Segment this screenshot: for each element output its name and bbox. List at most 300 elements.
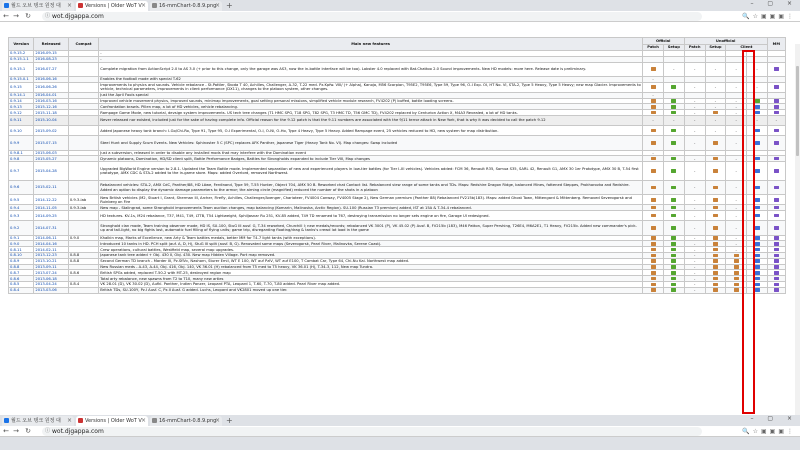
download-icon[interactable]	[713, 283, 718, 287]
favicon-icon	[152, 3, 157, 8]
release-date[interactable]: 2016-08-23	[34, 56, 68, 62]
download-icon[interactable]	[774, 288, 779, 292]
window-controls[interactable]: – ▢ ×	[750, 0, 798, 7]
release-date[interactable]: 2014-07-31	[34, 221, 68, 235]
download-icon[interactable]	[774, 105, 779, 109]
version-link[interactable]: 0.8.6	[9, 276, 34, 282]
version-link[interactable]: 0.8.10	[9, 253, 34, 259]
unofficial-patch-cell: -	[684, 136, 705, 150]
download-icon[interactable]	[713, 288, 718, 292]
download-icon[interactable]	[713, 186, 718, 190]
browser-tab-2[interactable]	[76, 1, 148, 11]
download-icon[interactable]	[774, 206, 779, 210]
client-download-alt-cell[interactable]	[747, 180, 767, 194]
download-icon[interactable]	[651, 111, 656, 115]
release-date[interactable]: 2015-12-16	[34, 104, 68, 110]
download-icon[interactable]	[774, 271, 779, 275]
mm-chart-cell[interactable]	[767, 221, 785, 235]
tab-title: 16-mmChart-0.8.9.png	[159, 418, 217, 424]
download-icon[interactable]	[755, 254, 760, 258]
unofficial-setup-cell[interactable]	[705, 211, 725, 221]
header-official-patch[interactable]: Patch	[642, 44, 663, 51]
feature-description: British TDs, SU-100Y, Pz.I Ausf. C, Pz.II Ausf. G added. Luchs, Leopard and VK2801 moved up one tier.	[99, 287, 643, 293]
version-link[interactable]: 0.9.11	[9, 116, 34, 126]
download-icon[interactable]	[713, 206, 718, 210]
official-patch-cell[interactable]	[642, 82, 663, 92]
close-icon[interactable]: ×	[214, 417, 220, 424]
download-icon[interactable]	[713, 277, 718, 281]
download-icon[interactable]	[651, 99, 656, 103]
client-download-alt-cell[interactable]	[747, 211, 767, 221]
feature-description: Never released nor existed, included just for the sake of having complete info. Official reason for the 9.12 patch is that the 9.11 numbers are associated with the 9/11 terror attack in New York, that is why it was decided to call the patch 9.12	[99, 116, 643, 126]
compat-version: 0.8.6	[68, 270, 98, 276]
release-date[interactable]: 2016-06-26	[34, 82, 68, 92]
download-icon[interactable]	[734, 259, 739, 263]
version-link[interactable]: 0.9.6	[9, 180, 34, 194]
client-download-cell: -	[726, 116, 747, 126]
official-setup-cell[interactable]	[664, 221, 684, 235]
download-icon[interactable]	[755, 105, 760, 109]
browser-tab-3[interactable]	[150, 416, 222, 426]
download-icon[interactable]	[671, 105, 676, 109]
feature-description: New map - Stalingrad, some Stronghold improvements Team auction changes, map balancing (Komarin, Malinovka, Arctic Region). SU-100 (Russian T3 premium) added, IST at 15A & T-34-4 rebalanced.	[99, 205, 643, 211]
version-link[interactable]: 0.8.11	[9, 247, 34, 253]
toolbar-icons[interactable]: 🔍☆▣▣▣⋮	[742, 13, 796, 20]
download-icon[interactable]	[755, 288, 760, 292]
download-icon[interactable]	[651, 271, 656, 275]
client-download-alt-cell[interactable]	[747, 195, 767, 205]
download-icon[interactable]	[755, 99, 760, 103]
mm-chart-cell[interactable]	[767, 62, 785, 76]
window-controls[interactable]: – ▢ ×	[750, 415, 798, 422]
browser-tab-1[interactable]	[2, 1, 74, 11]
compat-version	[68, 82, 98, 92]
download-icon[interactable]	[774, 157, 779, 161]
release-date[interactable]: 2015-06-03	[34, 150, 68, 156]
download-icon[interactable]	[713, 198, 718, 202]
client-download-alt-cell[interactable]	[747, 287, 767, 293]
download-icon[interactable]	[651, 67, 656, 71]
unofficial-patch-cell: -	[684, 110, 705, 116]
unofficial-setup-cell[interactable]	[705, 180, 725, 194]
version-link[interactable]: 0.9.12	[9, 110, 34, 116]
download-icon[interactable]	[755, 226, 760, 230]
download-icon[interactable]	[713, 111, 718, 115]
version-link[interactable]: 0.8.7	[9, 270, 34, 276]
release-date[interactable]: 2015-10-04	[34, 116, 68, 126]
download-icon[interactable]	[651, 141, 656, 145]
download-icon[interactable]	[755, 248, 760, 252]
download-icon[interactable]	[671, 186, 676, 190]
download-icon[interactable]	[651, 265, 656, 269]
compat-version	[68, 221, 98, 235]
download-icon[interactable]	[651, 288, 656, 292]
version-link[interactable]: 0.9.4	[9, 205, 34, 211]
download-icon[interactable]	[713, 236, 718, 240]
header-compat[interactable]: Compat	[68, 38, 98, 51]
browser-tab-1[interactable]	[2, 416, 74, 426]
reload-button[interactable]: ↻	[25, 427, 31, 435]
download-icon[interactable]	[755, 186, 760, 190]
release-date[interactable]: 2013-04-24	[34, 282, 68, 288]
release-date[interactable]: 2015-05-27	[34, 156, 68, 162]
release-date[interactable]: 2015-02-11	[34, 180, 68, 194]
feature-description: Complete migration from ActionScript 2.0 to AS 3.0 (+ prior to this change, only the garage was AS3, now the in-battle interface will be too). Lobster 4.0 replaced with Bat.Chattoo 2.0 Sound improvements. New HD models: more here. Release date is preliminary.	[99, 62, 643, 76]
download-icon[interactable]	[671, 226, 676, 230]
download-icon[interactable]	[671, 259, 676, 263]
back-button[interactable]: ←	[3, 427, 9, 435]
download-icon[interactable]	[774, 169, 779, 173]
table-row	[9, 195, 786, 205]
release-date[interactable]: 2015-04-28	[34, 162, 68, 181]
version-link[interactable]: 0.9.0	[9, 241, 34, 247]
browser-tab-2[interactable]	[76, 416, 148, 426]
download-icon[interactable]	[713, 226, 718, 230]
download-icon[interactable]	[755, 236, 760, 240]
official-setup-cell[interactable]	[664, 211, 684, 221]
release-date[interactable]: 2013-03-06	[34, 287, 68, 293]
version-link[interactable]: 0.9.10	[9, 126, 34, 136]
download-icon[interactable]	[734, 277, 739, 281]
version-link[interactable]: 0.9.13	[9, 104, 34, 110]
download-icon[interactable]	[713, 259, 718, 263]
feature-description: Steel Hunt and Supply Scum Events. New Vehicles: Sphinxster 5 C (SPC) replaces AFK Panther, Japanese Tiger (Heavy Tank No. VI). Map changes: Swap included	[99, 136, 643, 150]
client-download-alt-cell[interactable]	[747, 162, 767, 181]
official-setup-cell[interactable]	[664, 82, 684, 92]
download-icon[interactable]	[651, 129, 656, 133]
download-icon[interactable]	[651, 85, 656, 89]
release-date[interactable]: 2014-02-11	[34, 247, 68, 253]
download-icon[interactable]	[671, 141, 676, 145]
header-unofficial-patch[interactable]: Patch	[684, 44, 705, 51]
download-icon[interactable]	[671, 85, 676, 89]
download-icon[interactable]	[671, 248, 676, 252]
version-link[interactable]: 0.9.1	[9, 235, 34, 241]
download-icon[interactable]	[774, 67, 779, 71]
table-row	[9, 136, 786, 150]
compat-version: 0.9.0	[68, 235, 98, 241]
download-icon[interactable]	[734, 265, 739, 269]
mm-chart-cell[interactable]	[767, 82, 785, 92]
header-official-setup[interactable]: Setup	[664, 44, 684, 51]
feature-description: Crew operations, cultural battles, Westfield map, several map upgrades.	[99, 247, 643, 253]
download-icon[interactable]	[671, 236, 676, 240]
info-icon[interactable]: ⓘ	[45, 13, 51, 19]
client-download-alt-cell[interactable]	[747, 136, 767, 150]
version-link[interactable]: 0.9.15.1	[9, 62, 34, 76]
release-date[interactable]: 2016-06-16	[34, 76, 68, 82]
version-link[interactable]: 0.9.2	[9, 221, 34, 235]
download-icon[interactable]	[774, 283, 779, 287]
feature-description: -	[99, 51, 643, 57]
address-bar[interactable]	[42, 427, 702, 436]
official-patch-cell[interactable]	[642, 180, 663, 194]
release-date[interactable]: 2013-09-11	[34, 264, 68, 270]
official-patch-cell[interactable]	[642, 221, 663, 235]
feature-description: Stronghold clan mode, Team training observer mode, HD IS, SU-100, StuG III ausf. G, T-34 reworked, Churchill I; new medals/records; rebalanced VK 3001 (P), VK 45.02 (P) Ausf. B, FV215b (183), M46 Patton, Super Pershing, T26E4, M6A2E1, T1 Heavy, FV215b. Added new commander's pick-up and tail-light, no big fights lost, automatic fuel filling of flying units; game trip, disregarding floating/drag & tanks's crewd lot load in the game	[99, 221, 643, 235]
download-icon[interactable]	[651, 277, 656, 281]
official-patch-cell[interactable]	[642, 211, 663, 221]
mm-chart-cell[interactable]	[767, 211, 785, 221]
download-icon[interactable]	[774, 85, 779, 89]
version-link[interactable]: 0.9.8	[9, 156, 34, 162]
download-icon[interactable]	[713, 248, 718, 252]
download-icon[interactable]	[755, 157, 760, 161]
download-icon[interactable]	[651, 198, 656, 202]
official-setup-cell[interactable]	[664, 180, 684, 194]
close-icon[interactable]: ×	[140, 417, 146, 424]
version-link[interactable]: 0.8.8	[9, 264, 34, 270]
unofficial-patch-cell: -	[684, 276, 705, 282]
download-icon[interactable]	[774, 99, 779, 103]
download-icon[interactable]	[755, 214, 760, 218]
download-icon[interactable]	[651, 242, 656, 246]
release-date[interactable]: 2014-11-05	[34, 205, 68, 211]
download-icon[interactable]	[651, 259, 656, 263]
download-icon[interactable]	[713, 242, 718, 246]
download-icon[interactable]	[713, 169, 718, 173]
download-icon[interactable]	[734, 254, 739, 258]
download-icon[interactable]	[671, 157, 676, 161]
toolbar-icons[interactable]: 🔍☆▣▣▣⋮	[742, 428, 796, 435]
official-setup-cell[interactable]	[664, 126, 684, 136]
version-link[interactable]: 0.9.9	[9, 136, 34, 150]
download-icon[interactable]	[755, 242, 760, 246]
download-icon[interactable]	[774, 236, 779, 240]
download-icon[interactable]	[651, 186, 656, 190]
download-icon[interactable]	[671, 242, 676, 246]
download-icon[interactable]	[755, 198, 760, 202]
download-icon[interactable]	[671, 288, 676, 292]
download-icon[interactable]	[651, 283, 656, 287]
client-download-cell: -	[726, 82, 747, 92]
page-scrollbar[interactable]	[795, 44, 800, 415]
client-download-cell: -	[726, 180, 747, 194]
forward-button[interactable]: →	[13, 427, 19, 435]
official-patch-cell[interactable]	[642, 162, 663, 181]
feature-description: Khalkin map, Marks of Excellence, new Arty & Team battles medals, better MM for T4-7 light tanks (with exceptions).	[99, 235, 643, 241]
version-link[interactable]: 0.8.4	[9, 287, 34, 293]
download-icon[interactable]	[651, 248, 656, 252]
release-date[interactable]: 2015-07-15	[34, 136, 68, 150]
unofficial-setup-cell[interactable]	[705, 162, 725, 181]
download-icon[interactable]	[774, 129, 779, 133]
download-icon[interactable]	[755, 265, 760, 269]
download-icon[interactable]	[651, 236, 656, 240]
close-icon[interactable]: ×	[140, 2, 146, 9]
download-icon[interactable]	[671, 198, 676, 202]
release-date[interactable]: 2015-09-02	[34, 126, 68, 136]
browser-tab-3[interactable]	[150, 1, 222, 11]
download-icon[interactable]	[671, 99, 676, 103]
official-setup-cell[interactable]	[664, 136, 684, 150]
download-icon[interactable]	[671, 169, 676, 173]
download-icon[interactable]	[774, 226, 779, 230]
release-date[interactable]: 2016-03-16	[34, 98, 68, 104]
download-icon[interactable]	[651, 254, 656, 258]
download-icon[interactable]	[713, 265, 718, 269]
mm-chart-cell[interactable]	[767, 136, 785, 150]
version-link[interactable]: 0.8.9	[9, 258, 34, 264]
version-link[interactable]: 0.9.7	[9, 162, 34, 181]
forward-button[interactable]: →	[13, 12, 19, 20]
download-icon[interactable]	[713, 214, 718, 218]
download-icon[interactable]	[755, 206, 760, 210]
new-tab-button[interactable]: +	[226, 416, 233, 425]
official-setup-cell[interactable]	[664, 287, 684, 293]
release-date[interactable]: 2016-04-01	[34, 92, 68, 98]
version-link[interactable]: 0.9.14.1	[9, 92, 34, 98]
client-download-cell: -	[726, 221, 747, 235]
download-icon[interactable]	[713, 141, 718, 145]
release-date[interactable]: 2013-07-24	[34, 270, 68, 276]
client-download-alt-cell[interactable]	[747, 126, 767, 136]
download-icon[interactable]	[671, 129, 676, 133]
version-link[interactable]: 0.8.5	[9, 282, 34, 288]
download-icon[interactable]	[755, 259, 760, 263]
release-date[interactable]: 2013-12-23	[34, 253, 68, 259]
header-mm[interactable]: MM	[767, 38, 785, 51]
header-features[interactable]: Main new features	[99, 38, 643, 51]
feature-description: Japanese tank tree added + Obj. 430 II, Obj. 430. New map Hidden Village. Port map removed.	[99, 253, 643, 259]
download-icon[interactable]	[774, 111, 779, 115]
download-icon[interactable]	[755, 141, 760, 145]
download-icon[interactable]	[755, 111, 760, 115]
client-download-alt-cell[interactable]	[747, 221, 767, 235]
download-icon[interactable]	[734, 271, 739, 275]
download-icon[interactable]	[651, 169, 656, 173]
version-link[interactable]: 0.9.8.1	[9, 150, 34, 156]
unofficial-patch-cell: -	[684, 82, 705, 92]
mm-chart-cell[interactable]	[767, 195, 785, 205]
unofficial-setup-cell[interactable]	[705, 136, 725, 150]
download-icon[interactable]	[755, 283, 760, 287]
official-patch-cell: -	[642, 150, 663, 156]
unofficial-patch-cell: -	[684, 253, 705, 259]
download-icon[interactable]	[651, 105, 656, 109]
download-icon[interactable]	[734, 283, 739, 287]
header-unofficial-setup[interactable]: Setup	[705, 44, 725, 51]
release-date[interactable]: 2015-11-18	[34, 110, 68, 116]
download-icon[interactable]	[774, 259, 779, 263]
release-date[interactable]: 2016-09-15	[34, 51, 68, 57]
download-icon[interactable]	[755, 271, 760, 275]
official-patch-cell[interactable]	[642, 136, 663, 150]
release-date[interactable]: 2013-10-21	[34, 258, 68, 264]
mm-chart-cell[interactable]	[767, 287, 785, 293]
unofficial-setup-cell[interactable]	[705, 221, 725, 235]
official-patch-cell[interactable]	[642, 287, 663, 293]
download-icon[interactable]	[651, 157, 656, 161]
download-icon[interactable]	[671, 283, 676, 287]
release-date[interactable]: 2014-04-16	[34, 241, 68, 247]
info-icon[interactable]: ⓘ	[45, 428, 51, 434]
release-date[interactable]: 2013-06-18	[34, 276, 68, 282]
unofficial-setup-cell[interactable]	[705, 287, 725, 293]
version-link[interactable]: 0.9.15.0.1	[9, 76, 34, 82]
close-icon[interactable]: ×	[66, 417, 72, 424]
download-icon[interactable]	[734, 288, 739, 292]
feature-description: VK 28.01 (D), VK 30.02 (D), Aufkl. Panther, Indien Panzer, Leopard PTA, Leopard 1, T-60, T-70, T-80 added. Pearl River map added.	[99, 282, 643, 288]
version-link[interactable]: 0.9.15	[9, 82, 34, 92]
download-icon[interactable]	[774, 198, 779, 202]
download-icon[interactable]	[671, 254, 676, 258]
download-icon[interactable]	[755, 169, 760, 173]
download-icon[interactable]	[671, 271, 676, 275]
download-icon[interactable]	[671, 265, 676, 269]
version-link[interactable]: 0.9.3	[9, 211, 34, 221]
unofficial-patch-cell: -	[684, 162, 705, 181]
header-client[interactable]: Client	[726, 44, 768, 51]
official-patch-cell[interactable]	[642, 126, 663, 136]
release-date[interactable]: 2014-09-25	[34, 211, 68, 221]
new-tab-button[interactable]: +	[226, 1, 233, 10]
release-date[interactable]: 2014-12-22	[34, 195, 68, 205]
download-icon[interactable]	[713, 254, 718, 258]
official-setup-cell[interactable]	[664, 195, 684, 205]
close-icon[interactable]: ×	[214, 2, 220, 9]
download-icon[interactable]	[651, 214, 656, 218]
official-setup-cell[interactable]	[664, 162, 684, 181]
version-link[interactable]: 0.9.5	[9, 195, 34, 205]
download-icon[interactable]	[651, 226, 656, 230]
download-icon[interactable]	[774, 248, 779, 252]
version-link[interactable]: 0.9.15.1.1	[9, 56, 34, 62]
download-icon[interactable]	[671, 206, 676, 210]
download-icon[interactable]	[671, 277, 676, 281]
unofficial-setup-cell[interactable]	[705, 195, 725, 205]
version-link[interactable]: 0.9.15.2	[9, 51, 34, 57]
version-link[interactable]: 0.9.14	[9, 98, 34, 104]
download-icon[interactable]	[671, 214, 676, 218]
mm-chart-cell[interactable]	[767, 180, 785, 194]
reload-button[interactable]: ↻	[25, 12, 31, 20]
download-icon[interactable]	[713, 271, 718, 275]
mm-chart-cell[interactable]	[767, 126, 785, 136]
download-icon[interactable]	[774, 242, 779, 246]
feature-description: Rampage Game Mode, new tutorial, devsign system improvements. US tech tree changes (T1 HMC SPG, T18 SPG, T82 SPG, T3 HMC TD, T56 GMC TD), FV4202 replaced by Centurion Action X, M4A3 Revealed, a lot of HD tanks.	[99, 110, 643, 116]
header-released[interactable]: Released	[34, 38, 68, 51]
tab-title: 월드 오브 탱크 원정 대	[11, 418, 61, 424]
table-row	[9, 126, 786, 136]
download-icon[interactable]	[713, 157, 718, 161]
close-icon[interactable]: ×	[66, 2, 72, 9]
release-date[interactable]: 2016-07-27	[34, 62, 68, 76]
favicon-icon	[4, 418, 9, 423]
scrollbar-thumb[interactable]	[796, 66, 799, 156]
browser-chrome-bottom	[0, 415, 800, 450]
download-icon[interactable]	[774, 214, 779, 218]
header-version[interactable]: Version	[9, 38, 34, 51]
download-icon[interactable]	[774, 265, 779, 269]
download-icon[interactable]	[774, 141, 779, 145]
download-icon[interactable]	[774, 186, 779, 190]
mm-chart-cell[interactable]	[767, 162, 785, 181]
back-button[interactable]: ←	[3, 12, 9, 20]
official-patch-cell[interactable]	[642, 195, 663, 205]
client-download-cell[interactable]	[726, 287, 747, 293]
download-icon[interactable]	[671, 111, 676, 115]
versions-table-body	[9, 51, 786, 294]
download-icon[interactable]	[755, 129, 760, 133]
download-icon[interactable]	[755, 277, 760, 281]
download-icon[interactable]	[651, 206, 656, 210]
official-patch-cell[interactable]	[642, 62, 663, 76]
download-icon[interactable]	[774, 254, 779, 258]
download-icon[interactable]	[774, 277, 779, 281]
address-bar[interactable]	[42, 12, 702, 21]
release-date[interactable]: 2014-06-11	[34, 235, 68, 241]
